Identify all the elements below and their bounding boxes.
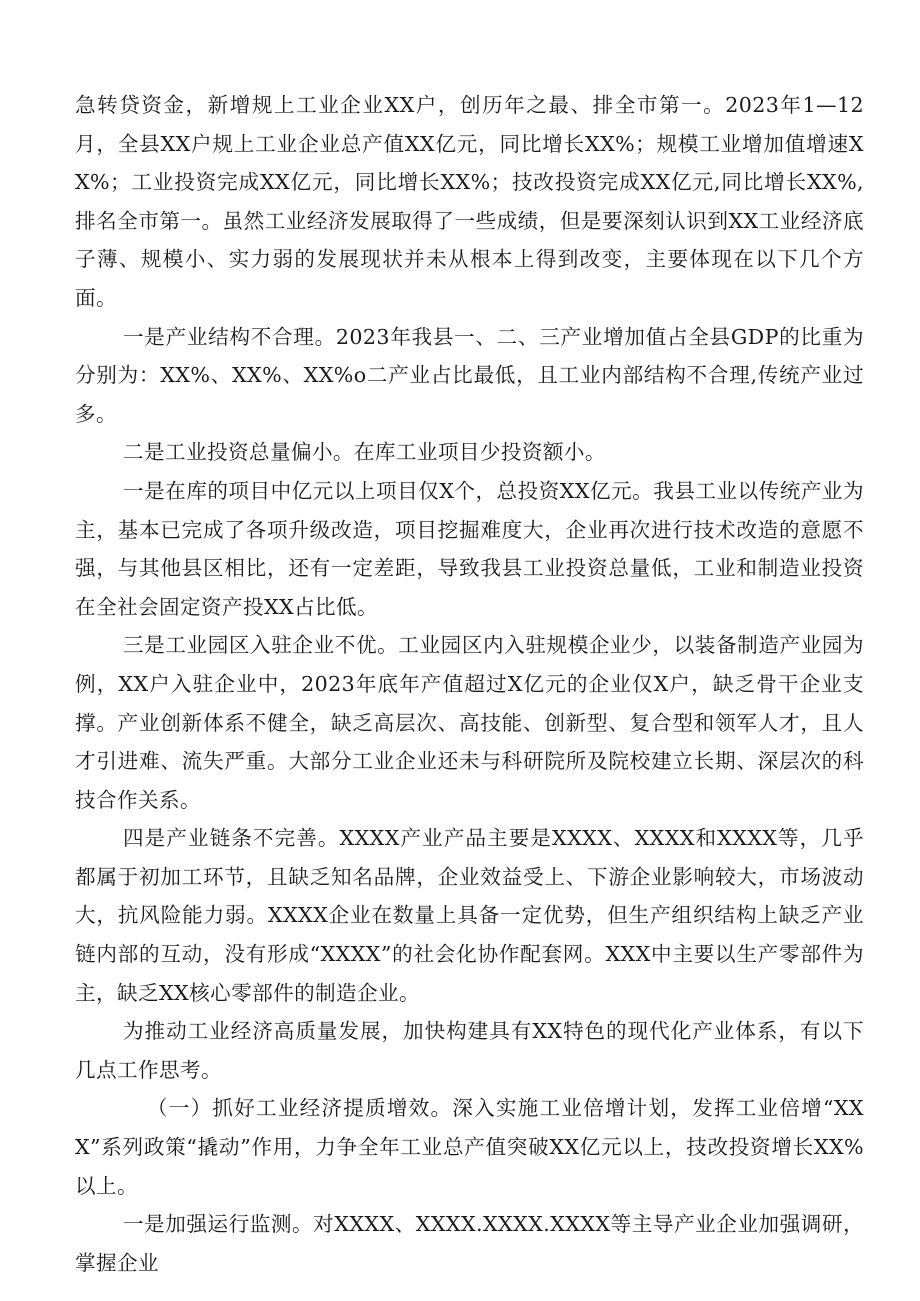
- paragraph-industry-chain: 四是产业链条不完善。XXXX产业产品主要是XXXX、XXXX和XXXX等，几乎都属于初加工环节，且缺乏知名品牌，企业效益受上、下游企业影响较大，市场波动大，抗风险能力弱。XXXX企业在数量上具备一定优势，但生产组织结构上缺乏产业链内部的互动，没有形成“XXXX”的社会化协作配套网。XXX中主要以生产零部件为主，缺乏XX核心零部件的制造企业。: [75, 826, 864, 1005]
- paragraph-industrial-park: 三是工业园区入驻企业不优。工业园区内入驻规模企业少，以装备制造产业园为例，XX户入驻企业中，2023年底年产值超过X亿元的企业仅X户，缺乏骨干企业支撑。产业创新体系不健全，缺乏高层次、高技能、创新型、复合型和领军人才，且人才引进难、流失严重。大部分工业企业还未与科研院所及院校建立长期、深层次的科技合作关系。: [75, 633, 864, 812]
- paragraph-industry-structure: 一是产业结构不合理。2023年我县一、二、三产业增加值占全县GDP的比重为分别为：XX%、XX%、XX%o二产业占比最低，且工业内部结构不合理,传统产业过多。: [75, 324, 864, 426]
- paragraph-monitoring: 一是加强运行监测。对XXXX、XXXX.XXXX.XXXX等主导产业企业加强调研，掌握企业: [75, 1212, 864, 1275]
- paragraph-investment-heading: 二是工业投资总量偏小。在库工业项目少投资额小。: [123, 440, 606, 465]
- paragraph-thoughts: 为推动工业经济高质量发展，加快构建具有XX特色的现代化产业体系，有以下几点工作思考。: [75, 1019, 864, 1082]
- paragraph-intro: 急转贷资金，新增规上工业企业XX户，创历年之最、排全市第一。2023年1—12月，全县XX户规上工业企业总产值XX亿元，同比增长XX%；规模工业增加值增速XX%；工业投资完成XX亿元，同比增长XX%；技改投资完成XX亿元,同比增长XX%,排名全市第一。虽然工业经济发展取得了一些成绩，但是要深刻认识到XX工业经济底子薄、规模小、实力弱的发展现状并未从根本上得到改变，主要体现在以下几个方面。: [75, 93, 864, 310]
- paragraph-investment-detail: 一是在库的项目中亿元以上项目仅X个，总投资XX亿元。我县工业以传统产业为主，基本已完成了各项升级改造，项目挖掘难度大，企业再次进行技术改造的意愿不强，与其他县区相比，还有一定差距，导致我县工业投资总量低，工业和制造业投资在全社会固定资产投XX占比低。: [75, 478, 864, 619]
- paragraph-section-one: （一）抓好工业经济提质增效。深入实施工业倍增计划，发挥工业倍增“XXX”系列政策“撬动”作用，力争全年工业总产值突破XX亿元以上，技改投资增长XX%以上。: [75, 1096, 864, 1198]
